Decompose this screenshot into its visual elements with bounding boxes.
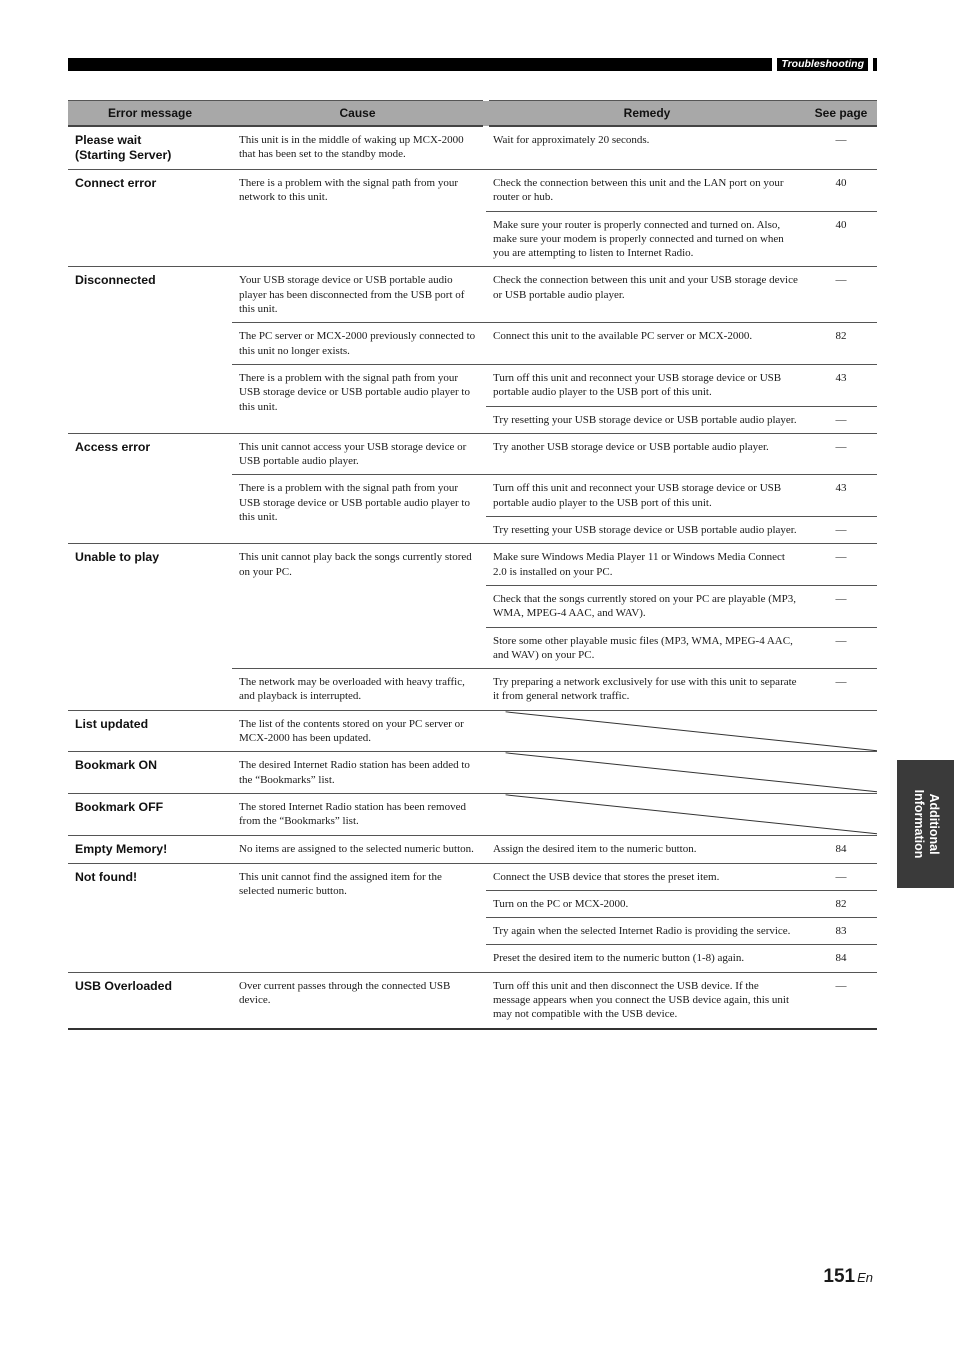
header-bar [68, 58, 877, 71]
diagonal-line [486, 794, 877, 835]
error-message: Connect error [68, 170, 232, 267]
table-row [68, 433, 877, 475]
see-page-cell: — [805, 627, 877, 669]
remedy-cell: Try again when the selected Internet Radio is providing the service. [486, 918, 805, 945]
remedy-cell: Try resetting your USB storage device or USB portable audio player. [486, 406, 805, 433]
see-page-cell: — [805, 517, 877, 544]
remedy-cell: Wait for approximately 20 seconds. [486, 126, 805, 170]
remedy-cell: Make sure your router is properly connected and turned on. Also, make sure your modem is properly connected and turned on when you are attempting to listen to Internet Radio. [486, 211, 805, 267]
table-row [68, 835, 877, 863]
see-page-cell: 40 [805, 211, 877, 267]
remedy-cell: Try resetting your USB storage device or USB portable audio player. [486, 517, 805, 544]
side-tab-line: Information [911, 789, 926, 859]
cause-cell: There is a problem with the signal path from your USB storage device or USB portable audio player to this unit. [232, 364, 486, 433]
section-side-tab[interactable] [897, 760, 954, 888]
see-page-cell: — [805, 544, 877, 586]
table-row [68, 170, 877, 212]
see-page-cell: 84 [805, 945, 877, 972]
remedy-cell: Try preparing a network exclusively for use with this unit to separate it from general network traffic. [486, 669, 805, 711]
side-tab-line: Additional [926, 793, 941, 855]
remedy-cell: Turn on the PC or MCX-2000. [486, 890, 805, 917]
error-message: Access error [68, 433, 232, 543]
error-message: Bookmark ON [68, 752, 232, 794]
see-page-cell: 43 [805, 475, 877, 517]
see-page-cell: 84 [805, 835, 877, 863]
see-page-cell: — [805, 433, 877, 475]
column-header: Cause [232, 101, 486, 127]
cause-cell: There is a problem with the signal path from your network to this unit. [232, 170, 486, 267]
cause-cell: This unit cannot play back the songs currently stored on your PC. [232, 544, 486, 669]
error-message: Unable to play [68, 544, 232, 710]
see-page-cell: — [805, 669, 877, 711]
remedy-cell: Turn off this unit and reconnect your USB storage device or USB portable audio player to the USB port of this unit. [486, 364, 805, 406]
see-page-cell: — [805, 267, 877, 323]
table-row [68, 863, 877, 890]
error-message: Bookmark OFF [68, 793, 232, 835]
cause-cell: This unit is in the middle of waking up MCX-2000 that has been set to the standby mode. [232, 126, 486, 170]
cause-cell: This unit cannot access your USB storage device or USB portable audio player. [232, 433, 486, 475]
cause-cell: The network may be overloaded with heavy traffic, and playback is interrupted. [232, 669, 486, 711]
remedy-cell: Preset the desired item to the numeric button (1-8) again. [486, 945, 805, 972]
remedy-cell: Store some other playable music files (MP3, WMA, MPEG-4 AAC, and WAV) on your PC. [486, 627, 805, 669]
troubleshooting-table [68, 100, 877, 1030]
see-page-cell: — [805, 972, 877, 1028]
cause-cell: The PC server or MCX-2000 previously connected to this unit no longer exists. [232, 323, 486, 365]
column-header: Remedy [486, 101, 805, 127]
section-label: Troubleshooting [772, 58, 873, 71]
table-row [68, 126, 877, 170]
see-page-cell: 40 [805, 170, 877, 212]
see-page-cell: — [805, 126, 877, 170]
side-tab-label [911, 790, 941, 859]
see-page-cell: 82 [805, 890, 877, 917]
cause-cell: This unit cannot find the assigned item for the selected numeric button. [232, 863, 486, 972]
table-row [68, 793, 877, 835]
not-applicable-cell [486, 793, 877, 835]
table-row [68, 267, 877, 323]
cause-cell: Your USB storage device or USB portable audio player has been disconnected from the USB port of this unit. [232, 267, 486, 323]
remedy-cell: Turn off this unit and then disconnect the USB device. If the message appears when you connect the USB device again, this unit may not compatible with the USB device. [486, 972, 805, 1028]
table-row [68, 752, 877, 794]
remedy-cell: Try another USB storage device or USB portable audio player. [486, 433, 805, 475]
page-number [823, 1266, 873, 1288]
see-page-cell: 43 [805, 364, 877, 406]
table-header-row [68, 101, 877, 127]
cause-cell: Over current passes through the connected USB device. [232, 972, 486, 1028]
remedy-cell: Assign the desired item to the numeric button. [486, 835, 805, 863]
diagonal-line [486, 752, 877, 793]
table-row [68, 710, 877, 752]
column-header: Error message [68, 101, 232, 127]
remedy-cell: Check the connection between this unit and your USB storage device or USB portable audio player. [486, 267, 805, 323]
see-page-cell: 83 [805, 918, 877, 945]
error-message: Not found! [68, 863, 232, 972]
see-page-cell: — [805, 585, 877, 627]
see-page-cell: — [805, 863, 877, 890]
remedy-cell: Connect this unit to the available PC server or MCX-2000. [486, 323, 805, 365]
cause-cell: No items are assigned to the selected numeric button. [232, 835, 486, 863]
remedy-cell: Connect the USB device that stores the preset item. [486, 863, 805, 890]
column-header: See page [805, 101, 877, 127]
table-row [68, 544, 877, 586]
error-message: List updated [68, 710, 232, 752]
not-applicable-cell [486, 710, 877, 752]
remedy-cell: Check that the songs currently stored on your PC are playable (MP3, WMA, MPEG-4 AAC, and WAV). [486, 585, 805, 627]
not-applicable-cell [486, 752, 877, 794]
error-message: Disconnected [68, 267, 232, 433]
table-row [68, 972, 877, 1028]
diagonal-line [486, 711, 877, 752]
page-language: En [857, 1270, 873, 1285]
error-message [68, 126, 232, 170]
error-message: Empty Memory! [68, 835, 232, 863]
see-page-cell: — [805, 406, 877, 433]
page-number-value: 151 [823, 1266, 856, 1287]
see-page-cell: 82 [805, 323, 877, 365]
error-message: USB Overloaded [68, 972, 232, 1028]
error-text: Please wait (Starting Server) [75, 133, 172, 162]
cause-cell: The desired Internet Radio station has been added to the “Bookmarks” list. [232, 752, 486, 794]
cause-cell: There is a problem with the signal path from your USB storage device or USB portable audio player to this unit. [232, 475, 486, 544]
remedy-cell: Turn off this unit and reconnect your USB storage device or USB portable audio player to the USB port of this unit. [486, 475, 805, 517]
cause-cell: The stored Internet Radio station has been removed from the “Bookmarks” list. [232, 793, 486, 835]
remedy-cell: Check the connection between this unit and the LAN port on your router or hub. [486, 170, 805, 212]
remedy-cell: Make sure Windows Media Player 11 or Windows Media Connect 2.0 is installed on your PC. [486, 544, 805, 586]
cause-cell: The list of the contents stored on your PC server or MCX-2000 has been updated. [232, 710, 486, 752]
